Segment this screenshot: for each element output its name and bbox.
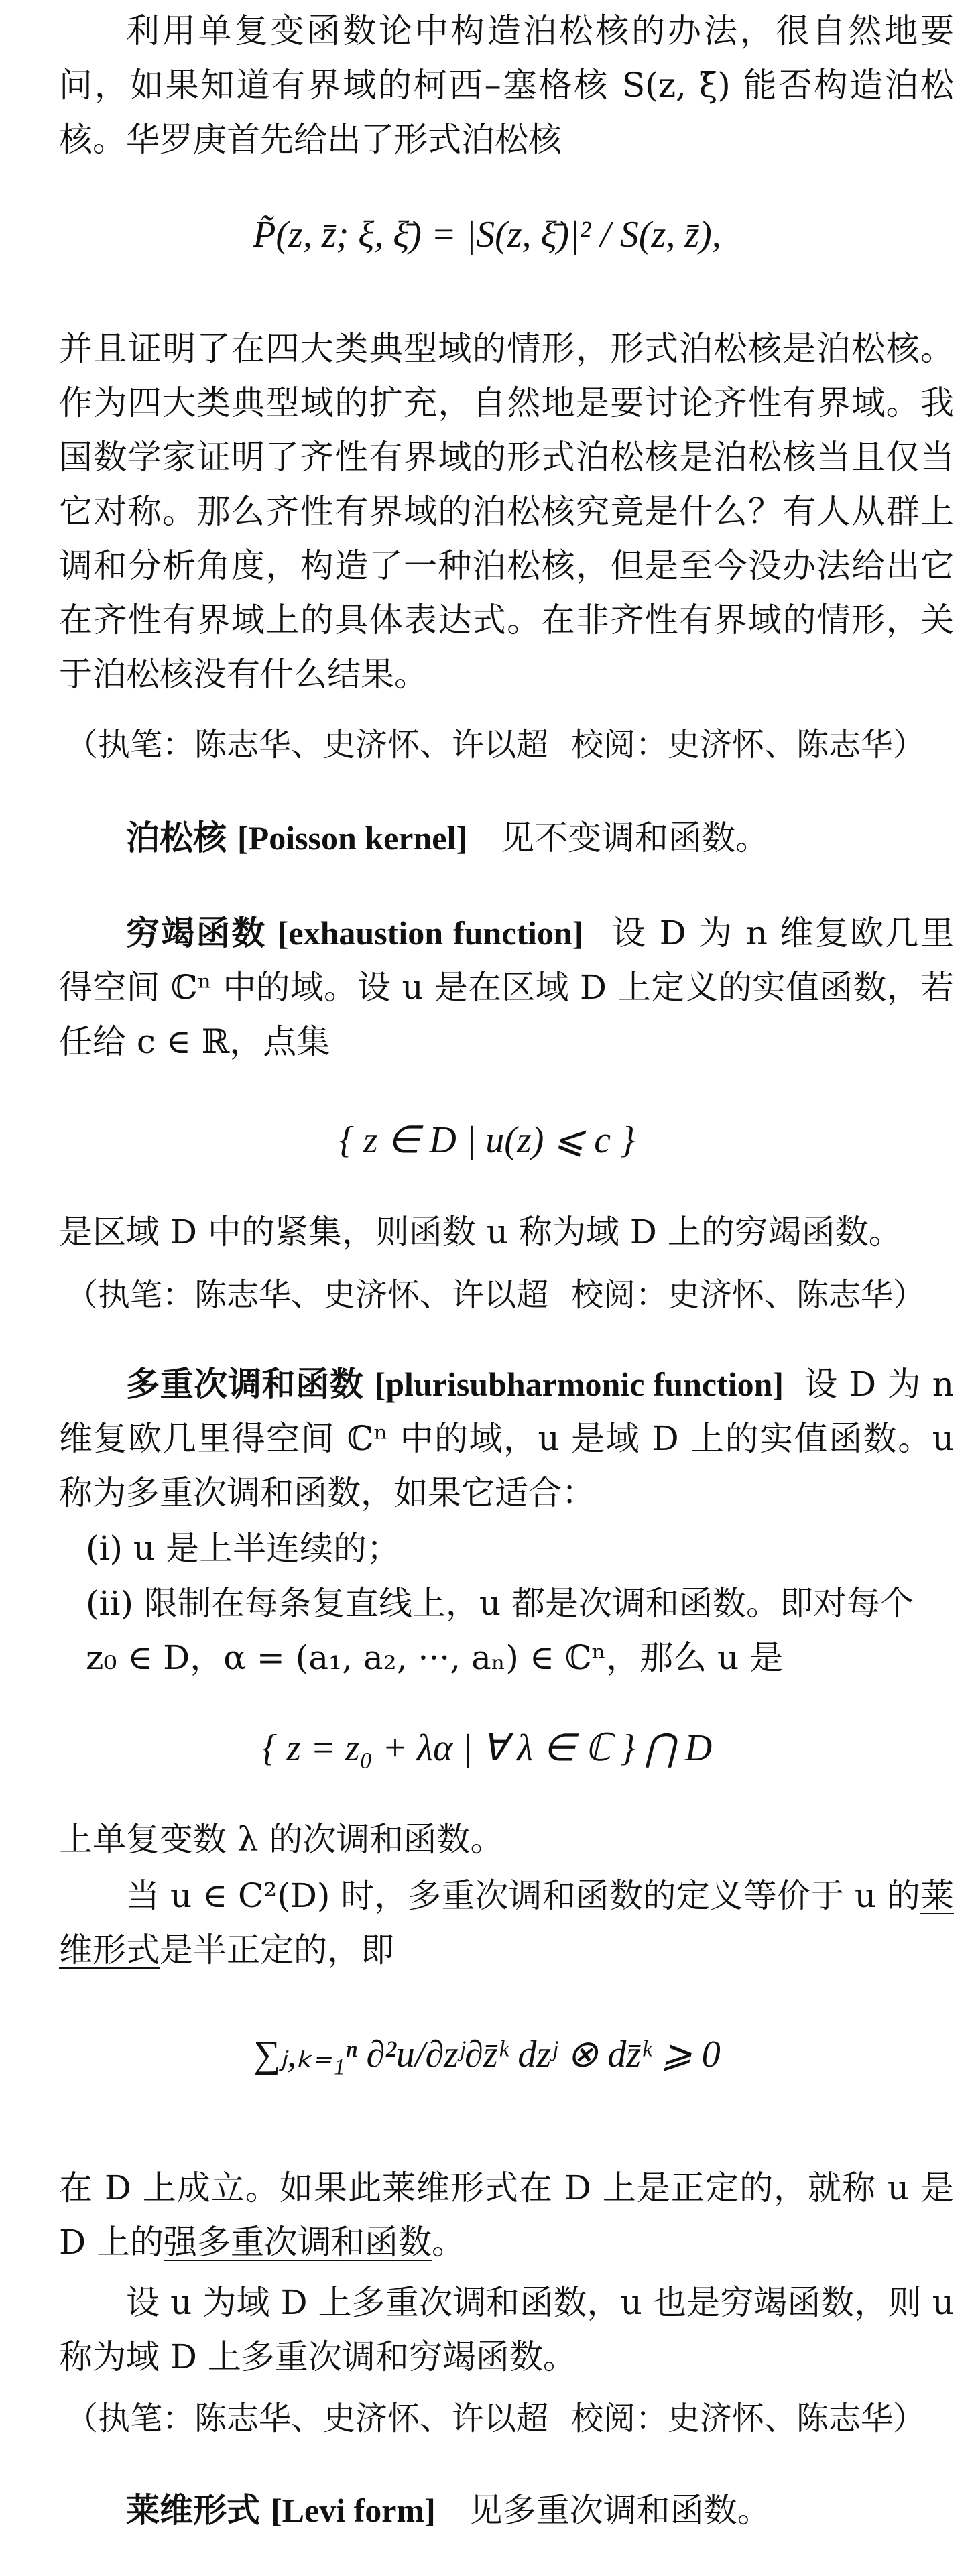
psh-paragraph-2: 上单复变数 λ 的次调和函数。 — [59, 1820, 504, 1859]
formula-text: ∑ⱼ,ₖ₌₁ⁿ ∂²u/∂zʲ∂z̄ᵏ dzʲ ⊗ dz̄ᵏ ⩾ 0 — [253, 2034, 721, 2075]
author-credit: （执笔：陈志华、史济怀、许以超 — [66, 2400, 549, 2437]
paragraph-text: 在 D 上成立。如果此莱维形式在 D 上是正定的，就称 u 是 D 上的 — [59, 2168, 954, 2262]
formula-text: { z = z₀ + λα | ∀ λ ∈ ℂ } ⋂ D — [261, 1727, 713, 1769]
entry-poisson-kernel — [59, 811, 954, 865]
entry-headword: 穷竭函数 — [126, 914, 267, 953]
paragraph-text: 是半正定的，即 — [160, 1930, 394, 1969]
intro-paragraph-1: 利用单复变函数论中构造泊松核的办法，很自然地要问，如果知道有界域的柯西–塞格核 S(z, ξ̄) 能否构造泊松核。华罗庚首先给出了形式泊松核 — [59, 11, 954, 159]
formula-text: P̃(z, z̄; ξ, ξ̄) = |S(z, ξ̄)|² / S(z, z̄), — [253, 214, 721, 255]
entry-plurisubharmonic-function — [59, 1357, 954, 1520]
entry-english-term: [plurisubharmonic function] — [374, 1365, 784, 1403]
levi-form-link[interactable]: 莱维形式 — [59, 1876, 954, 1969]
condition-item-1: (i) u 是上半连续的； — [86, 1529, 400, 1568]
exhaustion-paragraph-2: 是区域 D 中的紧集，则函数 u 称为域 D 上的穷竭函数。 — [59, 1213, 902, 1251]
formal-poisson-kernel-formula — [0, 213, 974, 256]
reviewer-credit: 校阅：史济怀、陈志华） — [571, 726, 926, 763]
entry-levi-form — [59, 2483, 954, 2538]
psh-paragraph-3 — [59, 1869, 954, 1977]
complex-line-formula — [0, 1726, 974, 1770]
entry-headword: 泊松核 — [126, 818, 227, 857]
entry-exhaustion-function — [59, 906, 954, 1069]
entry-headword: 莱维形式 — [126, 2491, 260, 2530]
author-credit: （执笔：陈志华、史济怀、许以超 — [66, 726, 549, 763]
psh-credit — [59, 2394, 961, 2443]
exhaustion-credit — [59, 1271, 961, 1319]
point-set-formula — [0, 1118, 974, 1162]
entry-definition: 设 D 为 n 维复欧几里得空间 ℂⁿ 中的域。设 u 是在区域 D 上定义的实值函数，若任给 c ∈ ℝ，点集 — [59, 914, 954, 1061]
author-credit: （执笔：陈志华、史济怀、许以超 — [66, 1276, 549, 1314]
intro-credit — [59, 721, 961, 769]
strong-psh-link[interactable]: 强多重次调和函数 — [163, 2223, 432, 2262]
paragraph-text: 当 u ∈ C²(D) 时，多重次调和函数的定义等价于 u 的 — [126, 1876, 920, 1915]
entry-headword: 多重次调和函数 — [126, 1365, 364, 1404]
reviewer-credit: 校阅：史济怀、陈志华） — [571, 2400, 926, 2437]
intro-paragraph-2: 并且证明了在四大类典型域的情形，形式泊松核是泊松核。作为四大类典型域的扩充，自然地是要讨论齐性有界域。我国数学家证明了齐性有界域的形式泊松核是泊松核当且仅当它对称。那么齐性有界域的泊松核究竟是什么？有人从群上调和分析角度，构造了一种泊松核，但是至今没办法给出它在齐性有界域上的具体表达式。在非齐性有界域的情形，关于泊松核没有什么结果。 — [59, 329, 954, 694]
levi-form-formula — [0, 2032, 974, 2076]
condition-item-2: (ii) 限制在每条复直线上，u 都是次调和函数。即对每个 z₀ ∈ D，α = (a₁, a₂, ···, aₙ) ∈ ℂⁿ，那么 u 是 — [86, 1584, 914, 1677]
cross-reference: 见多重次调和函数。 — [469, 2491, 771, 2530]
psh-paragraph-4 — [59, 2161, 954, 2270]
paragraph-text: 。 — [431, 2223, 465, 2262]
entry-english-term: [Poisson kernel] — [237, 819, 468, 857]
entry-english-term: [exhaustion function] — [277, 914, 584, 952]
cross-reference: 见不变调和函数。 — [501, 818, 770, 857]
entry-english-term: [Levi form] — [271, 2492, 436, 2529]
psh-paragraph-5: 设 u 为域 D 上多重次调和函数，u 也是穷竭函数，则 u 称为域 D 上多重次调和穷竭函数。 — [59, 2283, 954, 2376]
reviewer-credit: 校阅：史济怀、陈志华） — [571, 1276, 926, 1314]
entry-definition: 设 D 为 n 维复欧几里得空间 ℂⁿ 中的域，u 是域 D 上的实值函数。u 称为多重次调和函数，如果它适合： — [59, 1365, 954, 1512]
formula-text: { z ∈ D | u(z) ⩽ c } — [339, 1119, 635, 1161]
